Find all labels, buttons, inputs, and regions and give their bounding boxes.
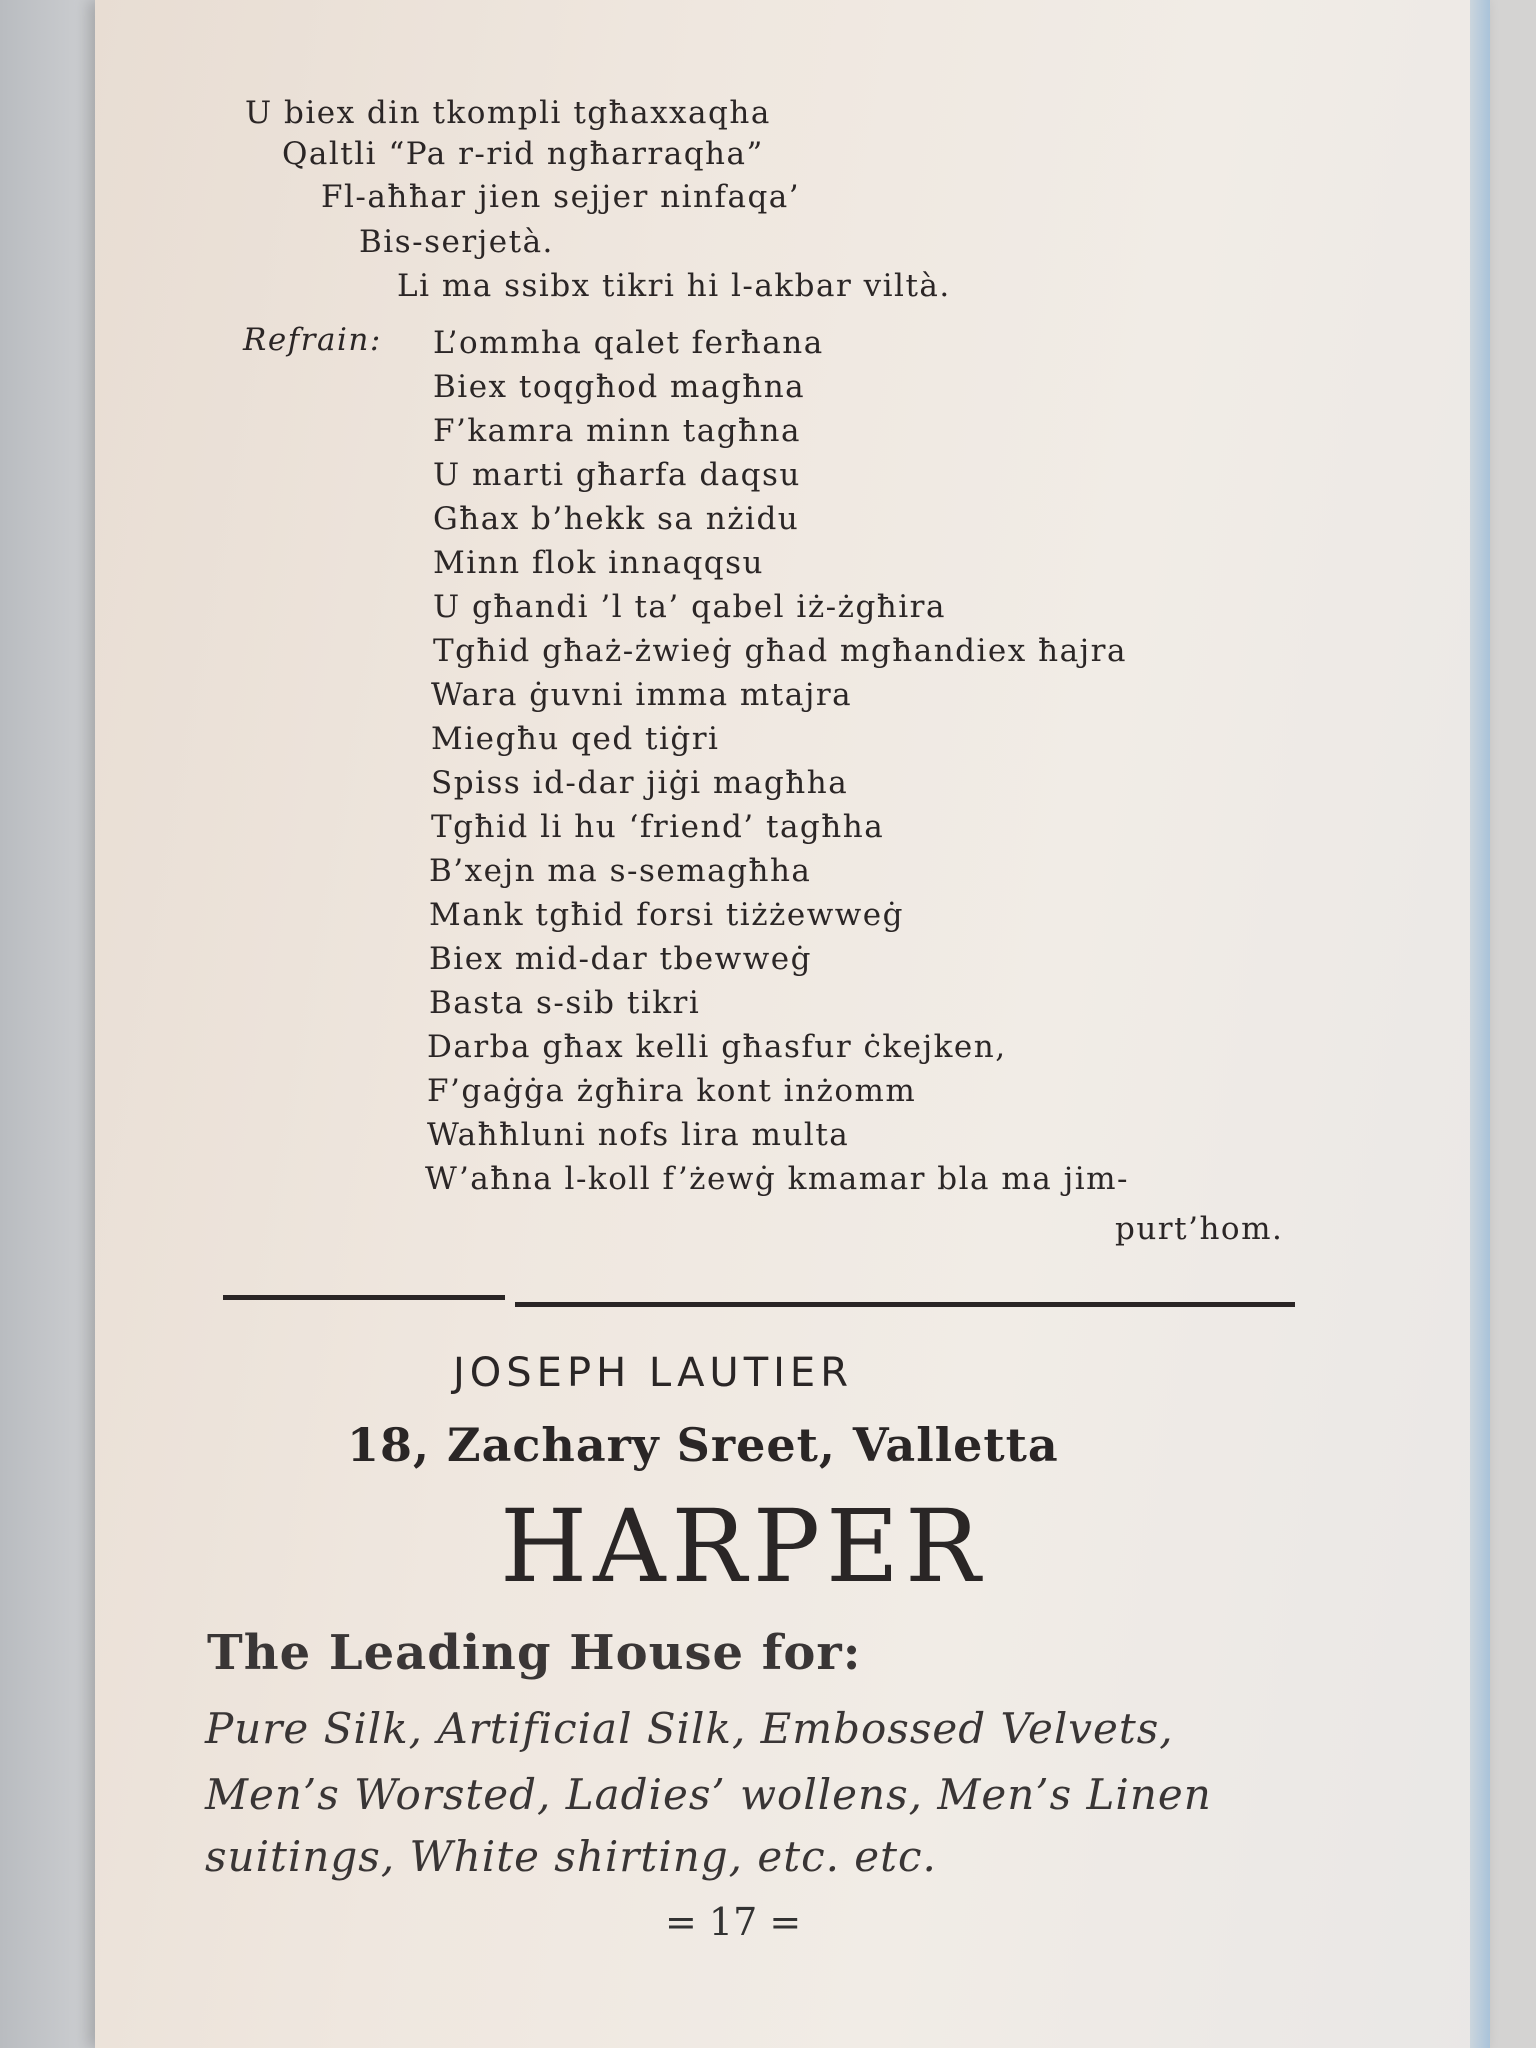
refrain-line: W’aħna l-koll f’żewġ kmamar bla ma jim-	[425, 1161, 1130, 1197]
divider-rule	[223, 1295, 505, 1300]
refrain-line: Waħħluni nofs lira multa	[427, 1117, 850, 1153]
refrain-line: F’kamra minn tagħna	[433, 413, 801, 449]
refrain-line: Tgħid għaż-żwieġ għad mgħandiex ħajra	[433, 633, 1127, 669]
booklet-page	[95, 0, 1490, 2048]
refrain-line: Miegħu qed tiġri	[431, 721, 720, 757]
goods-line: Men’s Worsted, Ladies’ wollens, Men’s Linen	[205, 1770, 1212, 1819]
brand-name: HARPER	[500, 1488, 987, 1605]
verse-line: U biex din tkompli tgħaxxaqha	[245, 95, 771, 131]
page-number: = 17 =	[665, 1900, 802, 1944]
advert-tagline: The Leading House for:	[207, 1625, 862, 1681]
refrain-line: Basta s-sib tikri	[429, 985, 701, 1021]
refrain-line: Darba għax kelli għasfur ċkejken,	[427, 1029, 1007, 1065]
refrain-line: F’gaġġa żgħira kont inżomm	[427, 1073, 917, 1109]
divider-rule	[515, 1302, 1295, 1307]
refrain-line: Tgħid li hu ‘friend’ tagħha	[431, 809, 885, 845]
verse-line: Qaltli “Pa r-rid ngħarraqha”	[282, 136, 764, 172]
refrain-line: Spiss id-dar jiġi magħha	[431, 765, 849, 801]
refrain-line: Mank tgħid forsi tiżżewweġ	[429, 897, 904, 933]
merchant-address: 18, Zachary Sreet, Valletta	[347, 1418, 1059, 1472]
refrain-line: Minn flok innaqqsu	[433, 545, 765, 581]
refrain-continuation: purt’hom.	[1115, 1211, 1284, 1247]
verse-line: Fl-aħħar jien sejjer ninfaqa’	[321, 179, 801, 215]
goods-line: Pure Silk, Artificial Silk, Embossed Velvets,	[205, 1704, 1174, 1753]
refrain-line: U għandi ’l ta’ qabel iż-żgħira	[433, 589, 946, 625]
verse-line: Bis-serjetà.	[359, 224, 554, 260]
refrain-line: B’xejn ma s-semagħha	[429, 853, 812, 889]
verse-line: Li ma ssibx tikri hi l-akbar viltà.	[397, 268, 951, 304]
refrain-line: Għax b’hekk sa nżidu	[433, 501, 800, 537]
refrain-line: Wara ġuvni imma mtajra	[431, 677, 853, 713]
refrain-line: Biex toqgħod magħna	[433, 369, 806, 405]
refrain-line: L’ommha qalet ferħana	[433, 325, 824, 361]
refrain-line: Biex mid-dar tbewweġ	[429, 941, 812, 977]
merchant-name: JOSEPH LAUTIER	[453, 1350, 853, 1396]
refrain-label: Refrain:	[243, 322, 382, 358]
goods-line: suitings, White shirting, etc. etc.	[205, 1832, 937, 1881]
refrain-line: U marti għarfa daqsu	[433, 457, 801, 493]
